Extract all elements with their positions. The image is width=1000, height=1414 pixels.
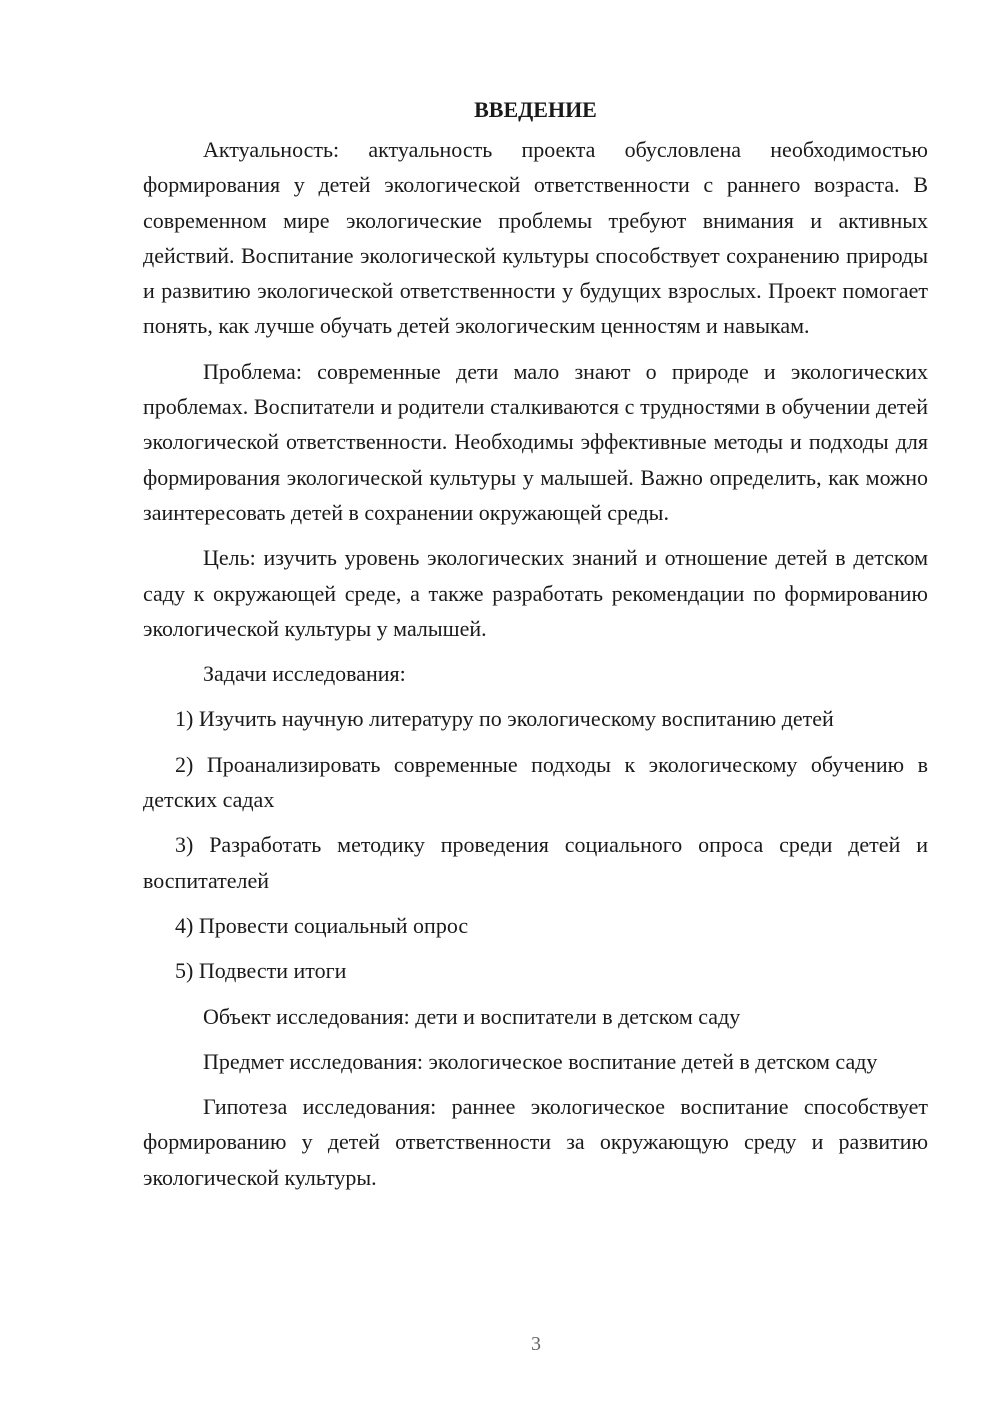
paragraph-subject: Предмет исследования: экологическое воспитание детей в детском саду xyxy=(203,1048,878,1074)
list-item: 4) Провести социальный опрос xyxy=(175,912,469,938)
list-item: 2) Проанализировать современные подходы к экологическому обучению в детских садах xyxy=(143,751,928,813)
document-page xyxy=(143,90,928,1205)
paragraph-goal: Цель: изучить уровень экологических знаний и отношение детей в детском саду к окружающей среде, а также разработать рекомендации по формированию экологической культуры у малышей. xyxy=(143,545,928,641)
page-number: 3 xyxy=(531,1333,541,1355)
list-item: 5) Подвести итоги xyxy=(175,958,347,984)
tasks-heading: Задачи исследования: xyxy=(203,661,406,687)
paragraph-relevance: Актуальность: актуальность проекта обусловлена необходимостью формирования у детей экологической ответственности с раннего возраста. В современном мире экологические проблемы требуют внимания и активных действий. Воспитание экологической культуры способствует сохранению природы и развитию экологической ответственности у будущих взрослых. Проект помогает понять, как лучше обучать детей экологическим ценностям и навыкам. xyxy=(143,137,928,339)
page-title: ВВЕДЕНИЕ xyxy=(474,97,597,122)
paragraph-problem: Проблема: современные дети мало знают о природе и экологических проблемах. Воспитатели и родители сталкиваются с трудностями в обучении детей экологической ответственности. Необходимы эффективные методы и подходы для формирования экологической культуры у малышей. Важно определить, как можно заинтересовать детей в сохранении окружающей среды. xyxy=(143,358,928,525)
paragraph-hypothesis: Гипотеза исследования: раннее экологическое воспитание способствует формированию у детей ответственности за окружающую среду и развитию экологической культуры. xyxy=(143,1094,928,1190)
paragraph-object: Объект исследования: дети и воспитатели в детском саду xyxy=(203,1003,741,1029)
list-item: 3) Разработать методику проведения социального опроса среди детей и воспитателей xyxy=(143,832,928,893)
list-item: 1) Изучить научную литературу по экологическому воспитанию детей xyxy=(175,706,834,732)
